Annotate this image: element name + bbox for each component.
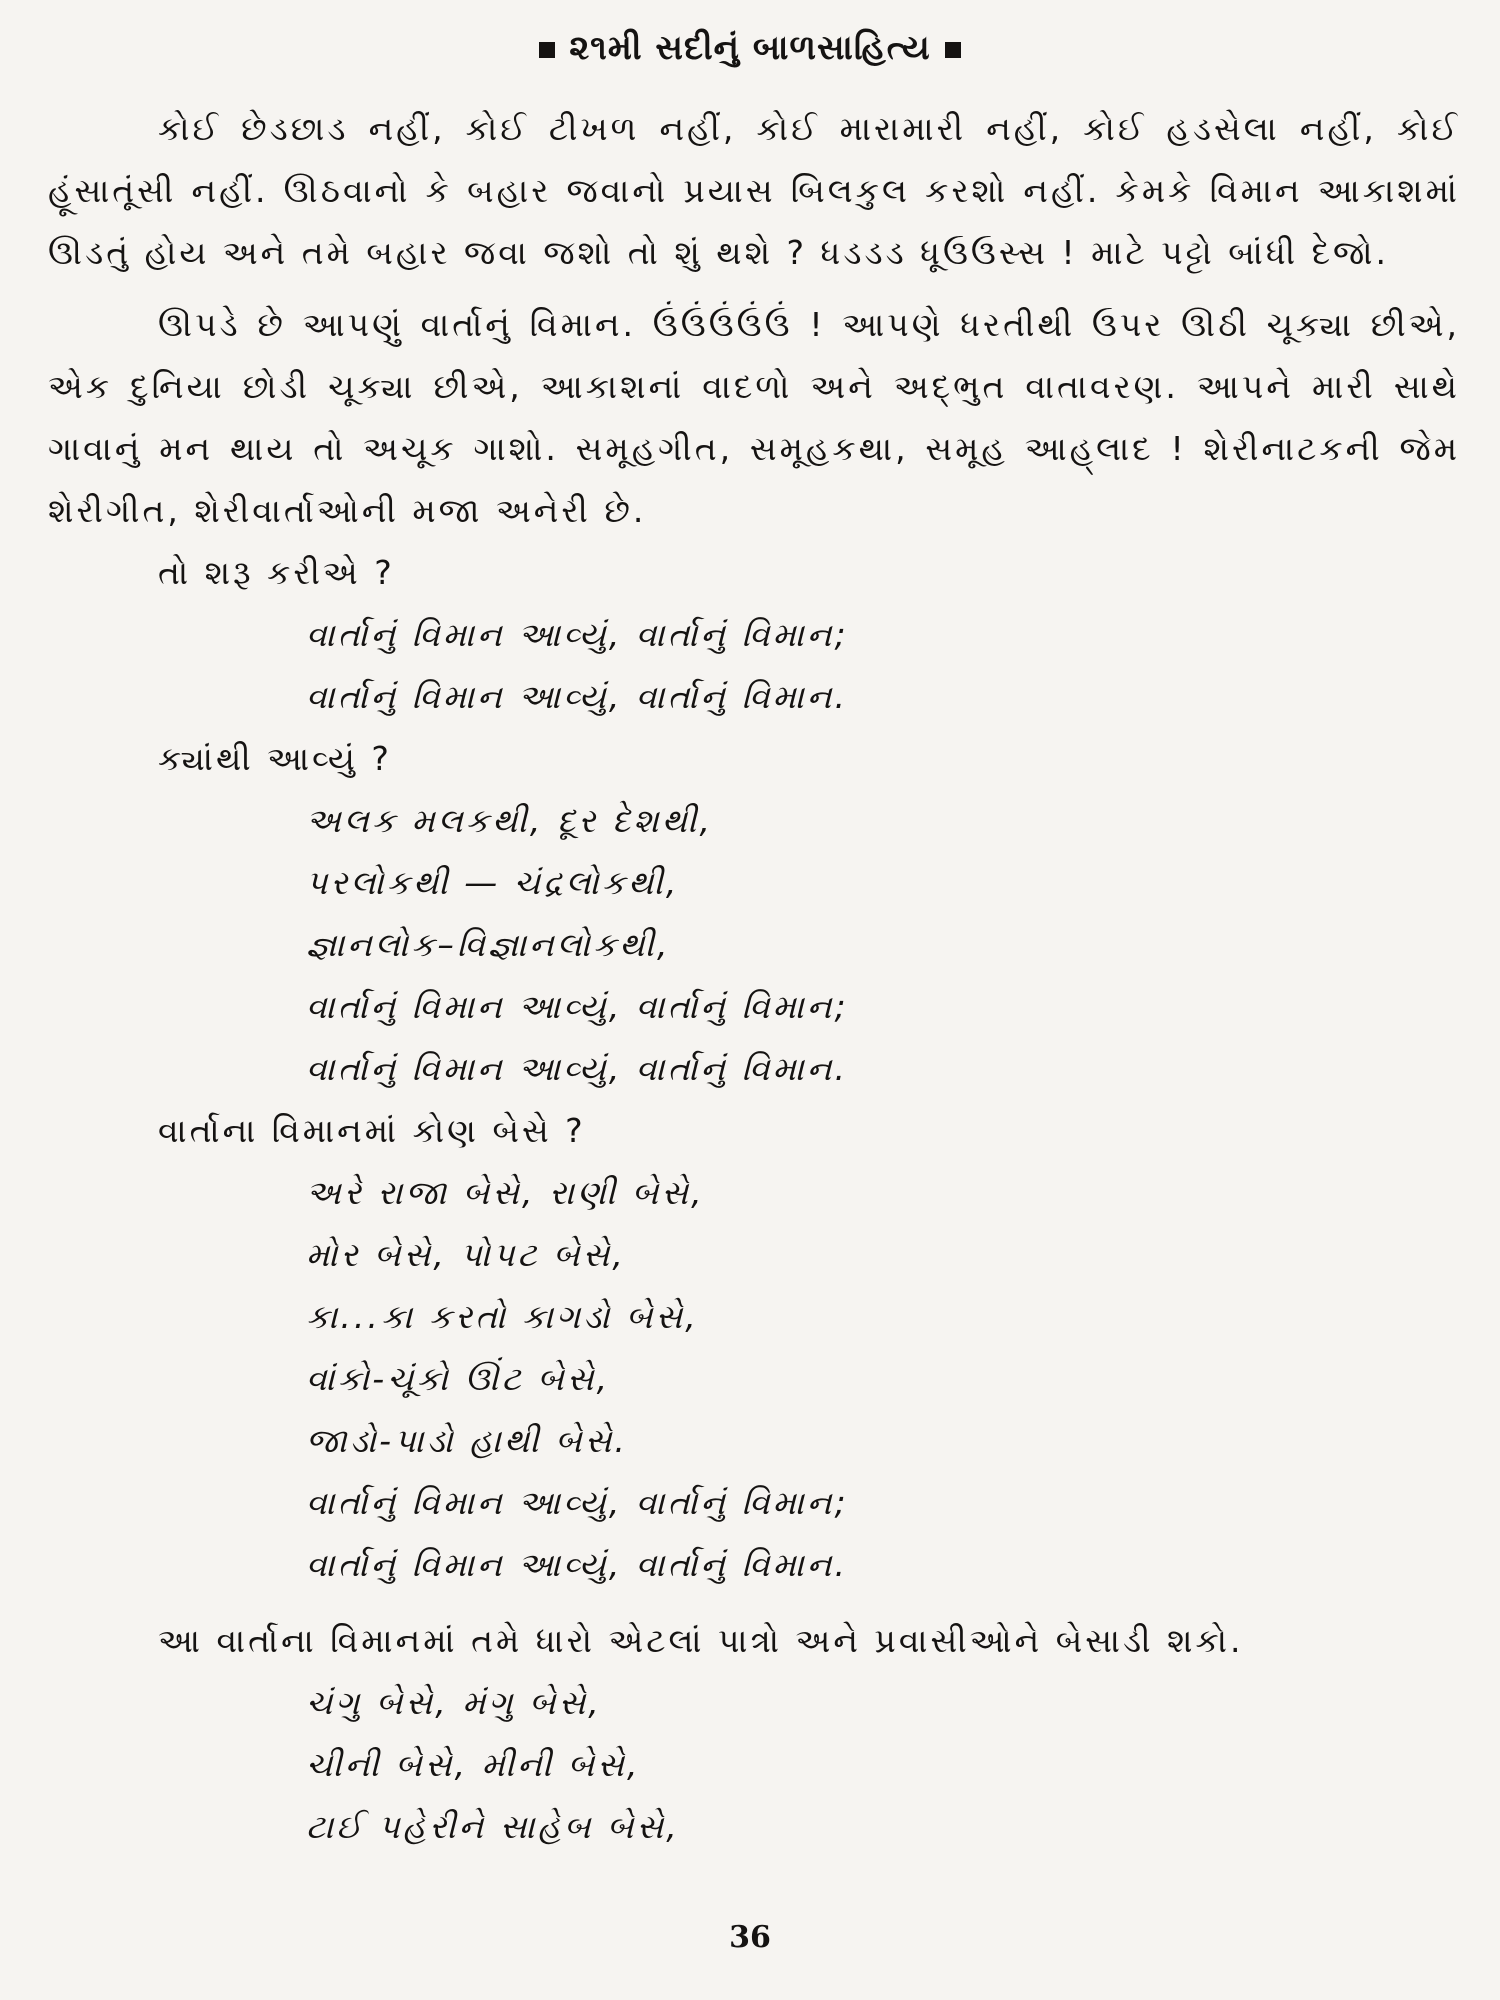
verse-line: વાંકો-ચૂંકો ઊંટ બેસે,	[306, 1359, 611, 1398]
paragraph-2: ઊપડે છે આપણું વાર્તાનું વિમાન. ઉંઉંઉંઉંઉં ! આપણે ધરતીથી ઉપર ઊઠી ચૂક્યા છીએ, એક દુનિયા છોડી ચૂક્યા છીએ, આકાશનાં વાદળો અને અદ્‌ભુત વાતાવરણ. આપને મારી સાથે ગાવાનું મન થાય તો અચૂક ગાશો. સમૂહગીત, સમૂહકથા, સમૂહ આહ્‌લાદ ! શેરીનાટકની જેમ શેરીગીત, શેરીવાર્તાઓની મજા અનેરી છે.	[48, 305, 1460, 530]
closing-sentence: આ વાર્તાના વિમાનમાં તમે ધારો એટલાં પાત્રો અને પ્રવાસીઓને બેસાડી શકો.	[158, 1621, 1244, 1660]
verse-line: ચંગુ બેસે, મંગુ બેસે,	[306, 1683, 602, 1722]
verse-line: વાર્તાનું વિમાન આવ્યું, વાર્તાનું વિમાન;	[306, 615, 849, 654]
verse-line: ચીની બેસે, મીની બેસે,	[306, 1745, 641, 1784]
prompt-who-sits: વાર્તાના વિમાનમાં કોણ બેસે ?	[158, 1111, 586, 1150]
prompt-from-where: ક્યાંથી આવ્યું ?	[158, 739, 392, 778]
verse-line: ટાઈ પહેરીને સાહેબ બેસે,	[306, 1807, 680, 1846]
header-title: ૨૧મી સદીનું બાળસાહિત્ય	[569, 28, 931, 68]
stanza-gap	[48, 1596, 1460, 1610]
verse-line: વાર્તાનું વિમાન આવ્યું, વાર્તાનું વિમાન;	[306, 987, 849, 1026]
verse-line: કા...કા કરતો કાગડો બેસે,	[306, 1297, 699, 1336]
running-header	[0, 28, 1500, 68]
verse-line: જાડો-પાડો હાથી બેસે.	[306, 1421, 628, 1460]
verse-line: અરે રાજા બેસે, રાણી બેસે,	[306, 1173, 705, 1212]
page-number: 36	[729, 1920, 771, 1955]
prompt-start: તો શરૂ કરીએ ?	[158, 553, 395, 592]
verse-line: વાર્તાનું વિમાન આવ્યું, વાર્તાનું વિમાન.	[306, 1049, 848, 1088]
verse-line: વાર્તાનું વિમાન આવ્યું, વાર્તાનું વિમાન.	[306, 1545, 848, 1584]
verse-line: મોર બેસે, પોપટ બેસે,	[306, 1235, 626, 1274]
header-bullet-right	[945, 42, 961, 58]
verse-line: વાર્તાનું વિમાન આવ્યું, વાર્તાનું વિમાન.	[306, 677, 848, 716]
header-bullet-left	[539, 42, 555, 58]
verse-line: અલક મલકથી, દૂર દેશથી,	[306, 801, 713, 840]
verse-line: વાર્તાનું વિમાન આવ્યું, વાર્તાનું વિમાન;	[306, 1483, 849, 1522]
page-body	[48, 98, 1460, 1858]
verse-line: પરલોકથી — ચંદ્રલોકથી,	[306, 863, 680, 902]
verse-line: જ્ઞાનલોક–વિજ્ઞાનલોકથી,	[306, 925, 671, 964]
paragraph-1: કોઈ છેડછાડ નહીં, કોઈ ટીખળ નહીં, કોઈ મારામારી નહીં, કોઈ હડસેલા નહીં, કોઈ હૂંસાતૂંસી નહીં. ઊઠવાનો કે બહાર જવાનો પ્રયાસ બિલકુલ કરશો નહીં. કેમકે વિમાન આકાશમાં ઊડતું હોય અને તમે બહાર જવા જશો તો શું થશે ? ધડડડ ધૂઉઉસ્સ ! માટે પટ્ટો બાંધી દેજો.	[48, 109, 1460, 272]
